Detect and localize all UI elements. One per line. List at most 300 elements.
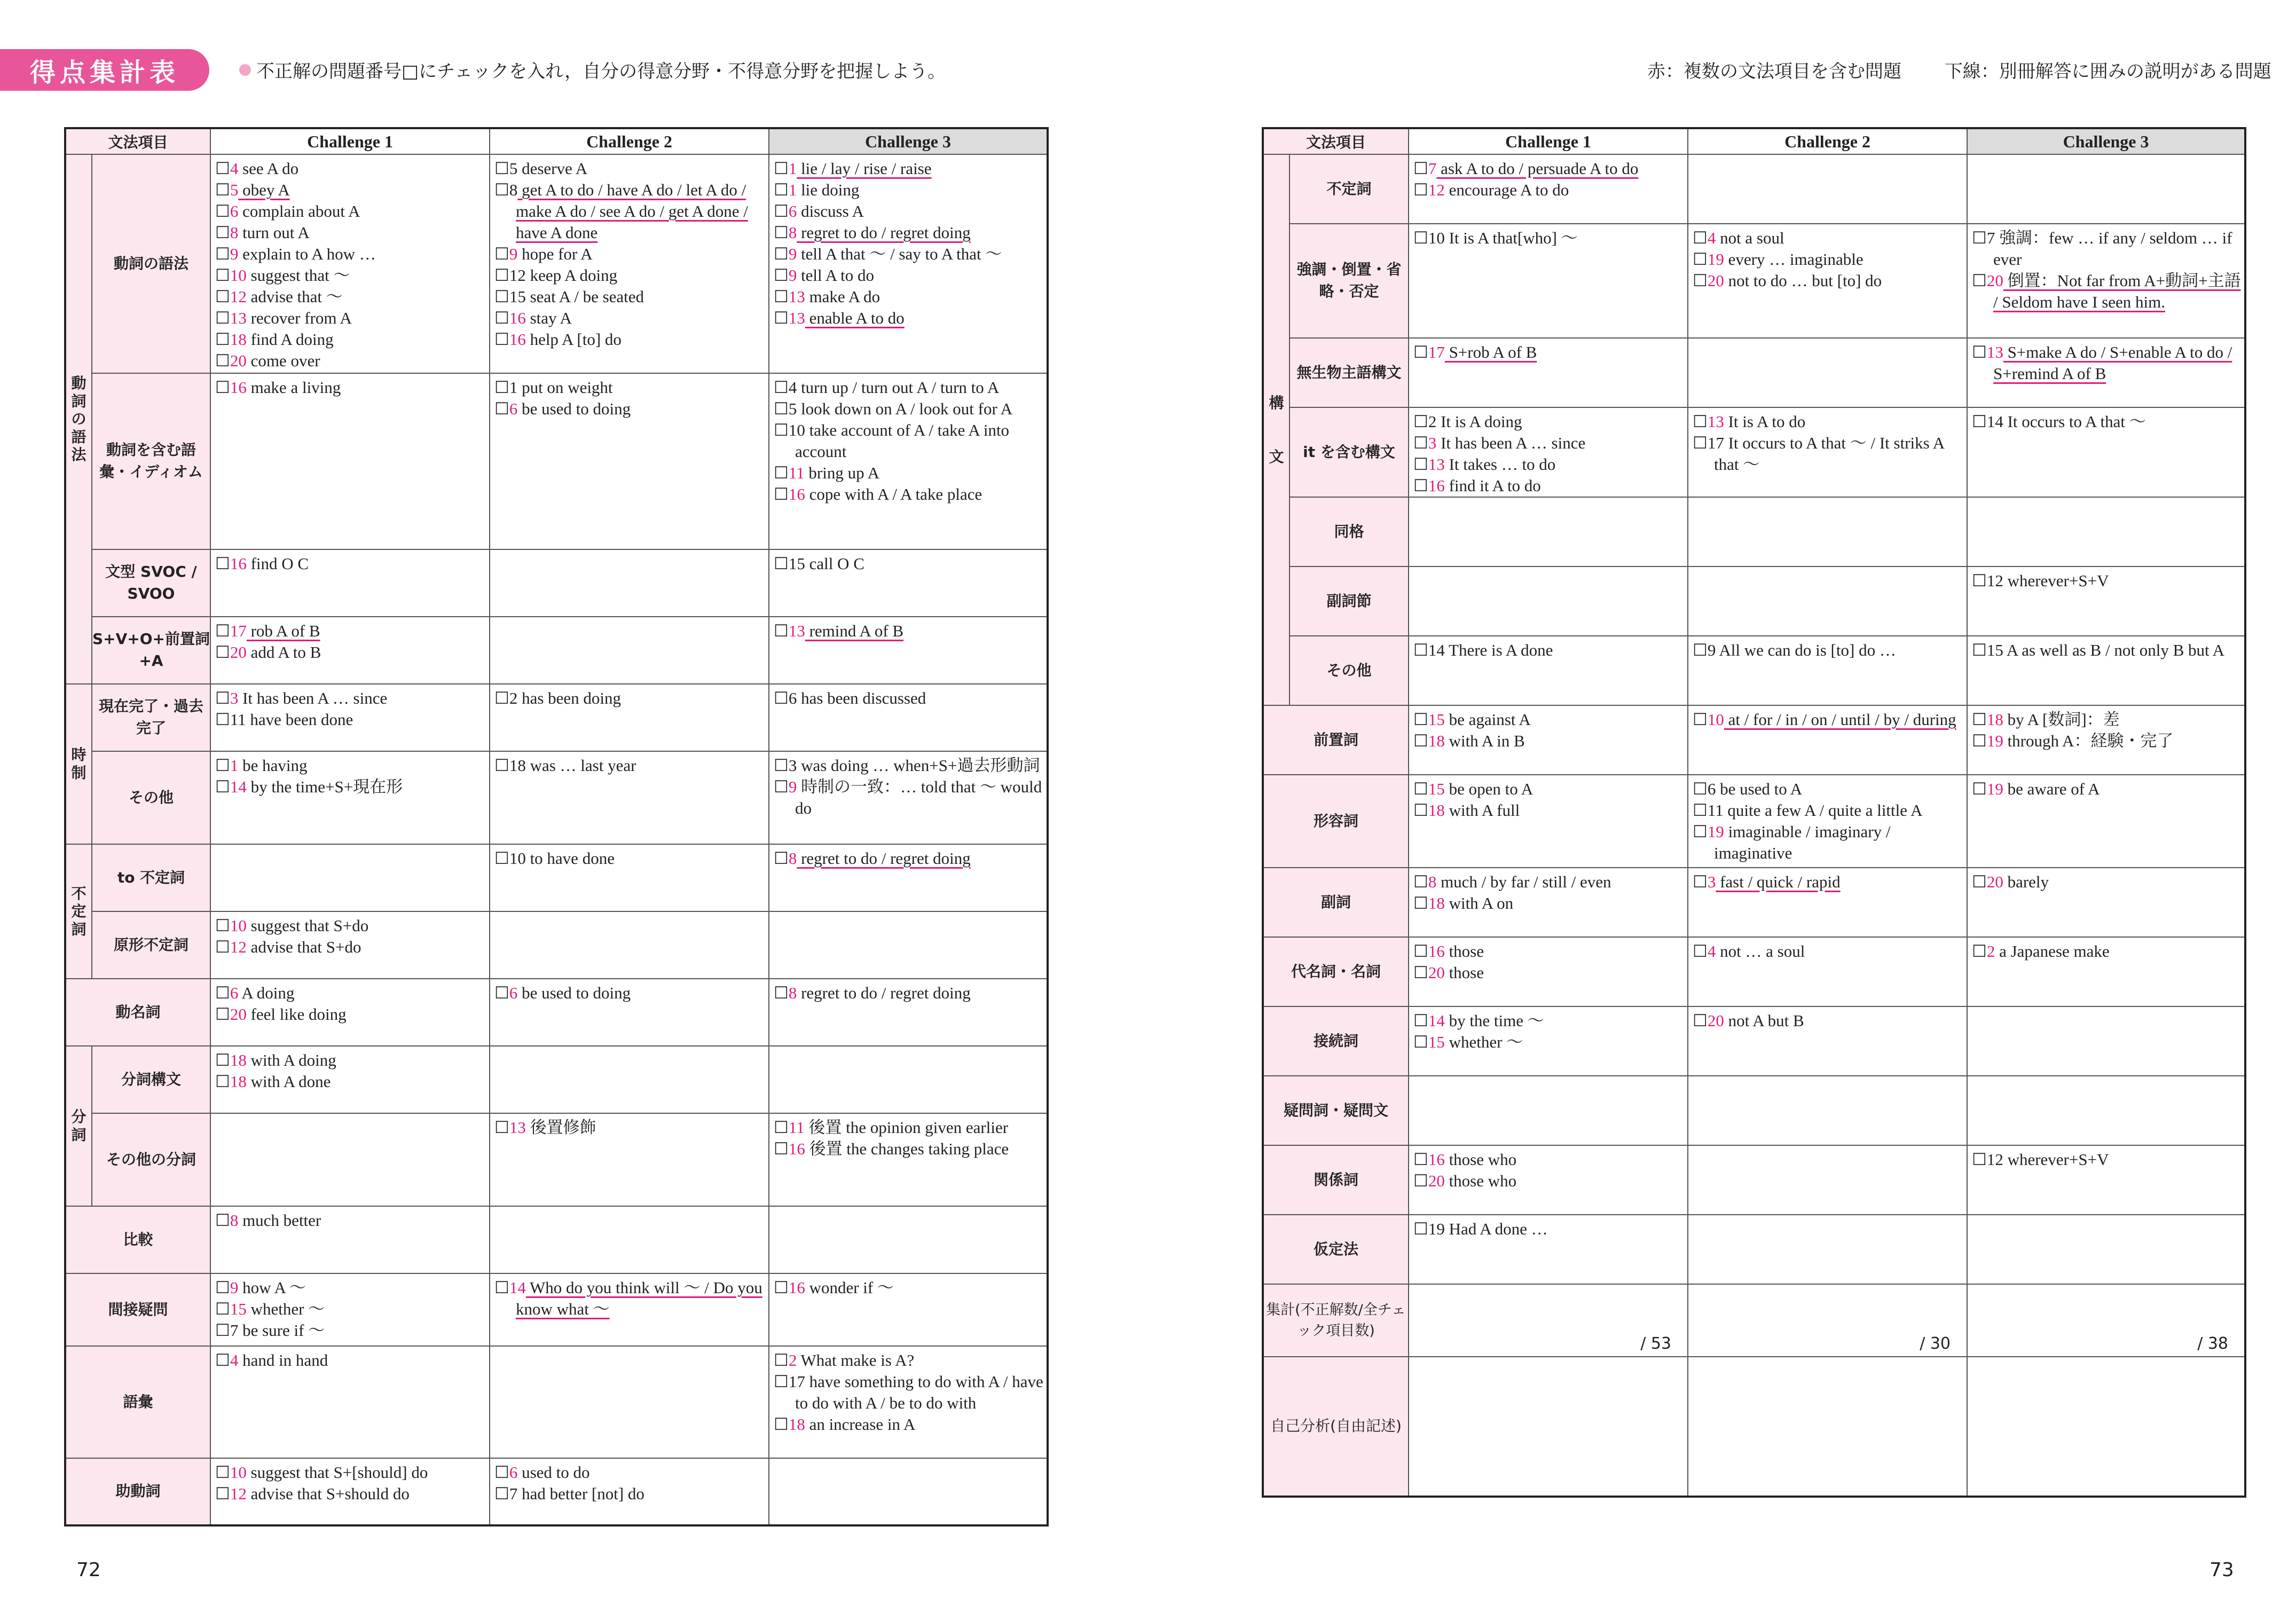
item-text: 強調：few … if any / seldom … if ever (1993, 229, 2232, 269)
checklist-item (215, 755, 486, 776)
checklist-item (774, 201, 1043, 222)
checkbox-icon[interactable]: ☐ (1972, 942, 1987, 961)
checkbox-icon[interactable]: ☐ (1413, 434, 1428, 453)
checkbox-icon[interactable]: ☐ (1693, 801, 1708, 820)
checkbox-icon[interactable]: ☐ (1972, 872, 1987, 892)
item-text: to have done (525, 849, 615, 868)
checklist-item (494, 1277, 765, 1320)
question-number: 20 (1707, 1011, 1724, 1030)
challenge-1-cell (210, 154, 490, 373)
question-number: 10 (509, 849, 526, 868)
item-text: whether ～ (1444, 1033, 1523, 1051)
checklist-item (1693, 709, 1963, 730)
column-header-challenge-2: Challenge 2 (1688, 128, 1967, 154)
checkbox-icon[interactable]: ☐ (215, 554, 230, 573)
checklist-item (494, 982, 765, 1004)
checklist-item (774, 776, 1043, 819)
checklist-item (215, 553, 486, 575)
checkbox-icon[interactable]: ☐ (774, 287, 789, 306)
checkbox-icon[interactable]: ☐ (1693, 872, 1708, 892)
item-text: It occurs to A that ～ (2003, 412, 2146, 431)
challenge-2-cell (1688, 224, 1967, 338)
checkbox-icon[interactable]: ☐ (494, 1484, 509, 1504)
checkbox-icon[interactable]: ☐ (494, 245, 509, 264)
checkbox-icon[interactable]: ☐ (1693, 710, 1708, 729)
checklist-item (215, 620, 486, 642)
checkbox-icon[interactable]: ☐ (774, 399, 789, 419)
item-text: those (1444, 963, 1484, 982)
checkbox-icon[interactable]: ☐ (215, 159, 230, 178)
checkbox-icon[interactable]: ☐ (774, 202, 789, 221)
item-text: turn out A (238, 223, 310, 242)
checkbox-icon[interactable]: ☐ (1972, 1150, 1987, 1169)
challenge-1-cell (210, 751, 490, 844)
question-number: 18 (230, 1051, 247, 1069)
checkbox-icon[interactable]: ☐ (215, 351, 230, 371)
checkbox-icon[interactable]: ☐ (215, 777, 230, 797)
checkbox-icon[interactable]: ☐ (215, 983, 230, 1003)
checkbox-icon[interactable]: ☐ (1413, 159, 1428, 178)
checklist-item (215, 688, 486, 709)
item-text: has been discussed (797, 689, 926, 707)
challenge-1-cell (210, 1273, 490, 1346)
checkbox-icon[interactable]: ☐ (1413, 710, 1428, 729)
checkbox-icon[interactable]: ☐ (494, 309, 509, 328)
page-number-left: 72 (76, 1559, 101, 1581)
question-number: 3 (1707, 872, 1716, 891)
challenge-2-cell (490, 1206, 769, 1273)
checkbox-icon[interactable]: ☐ (774, 1415, 789, 1434)
checkbox-icon[interactable]: ☐ (215, 287, 230, 306)
checkbox-icon[interactable]: ☐ (1413, 1150, 1428, 1169)
checklist-item (774, 1350, 1043, 1371)
challenge-3-cell (1967, 775, 2245, 868)
checkbox-icon[interactable]: ☐ (1693, 641, 1708, 660)
checkbox-icon[interactable]: ☐ (1413, 455, 1428, 474)
checkbox-icon[interactable]: ☐ (1972, 780, 1987, 799)
checklist-item (494, 286, 765, 308)
self-analysis-field-3[interactable] (1967, 1357, 2245, 1497)
checkbox-icon[interactable]: ☐ (1413, 180, 1428, 200)
table-row (1263, 1215, 2245, 1284)
checkbox-icon[interactable]: ☐ (494, 983, 509, 1003)
question-number: 20 (230, 351, 247, 370)
checklist-item (1693, 432, 1963, 475)
score-field-1[interactable]: / 53 (1409, 1284, 1688, 1357)
checkbox-icon[interactable]: ☐ (494, 330, 509, 349)
checklist-item (1413, 871, 1684, 893)
question-number: 2 (788, 1351, 797, 1370)
challenge-2-cell (1688, 338, 1967, 407)
instruction-text (239, 57, 946, 83)
item-text: 後置修飾 (525, 1118, 596, 1137)
checkbox-icon[interactable]: ☐ (494, 1278, 509, 1297)
checkbox-icon[interactable]: ☐ (494, 756, 509, 775)
checkbox-icon[interactable]: ☐ (215, 1351, 230, 1370)
question-number: 10 (230, 916, 247, 935)
checkbox-icon[interactable]: ☐ (1413, 942, 1428, 961)
checkbox-icon[interactable]: ☐ (774, 689, 789, 708)
challenge-3-cell (1967, 868, 2245, 937)
item-text: by A [数詞]：差 (2003, 710, 2120, 729)
checkbox-icon[interactable]: ☐ (1972, 641, 1987, 660)
question-number: 12 (509, 266, 526, 285)
challenge-3-cell (1967, 407, 2245, 497)
checkbox-icon[interactable]: ☐ (1972, 412, 1987, 431)
question-number: 18 (1428, 731, 1445, 750)
question-number: 13 (788, 621, 805, 640)
checkbox-icon[interactable]: ☐ (774, 463, 789, 483)
checkbox-icon[interactable]: ☐ (494, 159, 509, 178)
checklist-item (1693, 778, 1963, 800)
item-text: encourage A to do (1444, 180, 1569, 199)
challenge-3-cell (769, 1113, 1048, 1206)
question-number: 15 (1428, 710, 1445, 729)
checkbox-icon[interactable]: ☐ (215, 1005, 230, 1024)
checkbox-icon[interactable]: ☐ (494, 1118, 509, 1137)
item-text: find it A to do (1444, 476, 1541, 495)
category-label: 代名詞・名詞 (1263, 937, 1409, 1006)
item-text: lie doing (797, 180, 860, 199)
checkbox-icon[interactable]: ☐ (1693, 942, 1708, 961)
table-row (1263, 1006, 2245, 1076)
checkbox-icon[interactable]: ☐ (774, 849, 789, 868)
checkbox-icon[interactable]: ☐ (774, 1278, 789, 1297)
checkbox-icon[interactable]: ☐ (215, 621, 230, 641)
checkbox-icon[interactable]: ☐ (1413, 412, 1428, 431)
checkbox-icon[interactable]: ☐ (215, 1484, 230, 1504)
checkbox-icon[interactable]: ☐ (1972, 229, 1987, 248)
question-number: 13 (1986, 343, 2003, 361)
checkbox-icon[interactable]: ☐ (215, 710, 230, 729)
checklist-item (1413, 158, 1684, 179)
question-number: 18 (509, 756, 526, 775)
category-label: S+V+O+前置詞+A (92, 617, 210, 684)
checkbox-icon[interactable]: ☐ (494, 849, 509, 868)
item-text: hand in hand (238, 1351, 328, 1370)
instruction-label: 不正解の問題番号□にチェックを入れ，自分の得意分野・不得意分野を把握しよう。 (256, 61, 946, 82)
self-analysis-field-2[interactable] (1688, 1357, 1967, 1497)
item-text: keep A doing (525, 266, 618, 285)
checklist-item (494, 179, 765, 243)
checkbox-icon[interactable]: ☐ (774, 756, 789, 775)
checklist-item (215, 222, 486, 243)
question-number: 16 (509, 309, 526, 327)
self-analysis-field-1[interactable] (1409, 1357, 1688, 1497)
challenge-1-cell (210, 617, 490, 684)
checkbox-icon[interactable]: ☐ (774, 378, 789, 397)
category-label: it を含む構文 (1289, 407, 1409, 497)
item-text: imaginable / imaginary / imaginative (1714, 822, 1891, 862)
checkbox-icon[interactable]: ☐ (1413, 1219, 1428, 1239)
question-number: 14 (1428, 1011, 1445, 1030)
checkbox-icon[interactable]: ☐ (215, 245, 230, 264)
checkbox-icon[interactable]: ☐ (774, 554, 789, 573)
group-label: 構 文 (1263, 154, 1289, 705)
question-number: 1 (230, 756, 239, 775)
item-text: those who (1444, 1171, 1517, 1190)
checkbox-icon[interactable]: ☐ (215, 916, 230, 935)
challenge-2-cell (1688, 937, 1967, 1006)
checkbox-icon[interactable]: ☐ (215, 1321, 230, 1340)
category-label: 不定詞 (1289, 154, 1409, 224)
challenge-2-cell (1688, 868, 1967, 937)
checkbox-icon[interactable]: ☐ (1693, 412, 1708, 431)
checklist-item (1413, 709, 1684, 730)
challenge-3-cell (769, 751, 1048, 844)
table-row (65, 549, 1048, 617)
checklist-item (1972, 342, 2241, 384)
item-text: wherever+S+V (2003, 571, 2109, 590)
checkbox-icon[interactable]: ☐ (774, 1118, 789, 1137)
category-label: 動名詞 (65, 979, 210, 1046)
checkbox-icon[interactable]: ☐ (494, 287, 509, 306)
checkbox-icon[interactable]: ☐ (494, 399, 509, 419)
checklist-item (215, 1071, 486, 1092)
checkbox-icon[interactable]: ☐ (774, 983, 789, 1003)
checklist-item (774, 1414, 1043, 1435)
question-number: 1 (788, 180, 797, 199)
challenge-3-cell (1967, 937, 2245, 1006)
item-text: those who (1444, 1150, 1517, 1169)
checkbox-icon[interactable]: ☐ (215, 202, 230, 221)
category-label: 副詞 (1263, 868, 1409, 937)
question-number: 7 (509, 1484, 518, 1503)
category-label: 原形不定詞 (92, 911, 210, 979)
checkbox-icon[interactable]: ☐ (1693, 780, 1708, 799)
challenge-2-cell (1688, 1215, 1967, 1284)
checkbox-icon[interactable]: ☐ (1413, 641, 1428, 660)
question-number: 11 (1707, 801, 1724, 820)
item-text: help A [to] do (525, 330, 622, 349)
category-label: 語彙 (65, 1346, 210, 1458)
checkbox-icon[interactable]: ☐ (215, 1300, 230, 1319)
checkbox-icon[interactable]: ☐ (1972, 710, 1987, 729)
checklist-item (774, 308, 1043, 329)
question-number: 9 (788, 777, 797, 796)
item-text: discuss A (797, 202, 864, 221)
item-text: was … last year (525, 756, 636, 775)
item-text: lie / lay / rise / raise (797, 159, 932, 178)
item-text: used to do (517, 1463, 590, 1482)
item-text: how A ～ (238, 1278, 306, 1297)
checkbox-icon[interactable]: ☐ (774, 266, 789, 285)
checkbox-icon[interactable]: ☐ (1413, 894, 1428, 913)
checklist-item (215, 1299, 486, 1320)
challenge-3-cell (769, 684, 1048, 751)
checkbox-icon[interactable]: ☐ (494, 180, 509, 200)
checkbox-icon[interactable]: ☐ (1972, 731, 1987, 751)
table-row (65, 1273, 1048, 1346)
checkbox-icon[interactable]: ☐ (1413, 1033, 1428, 1052)
table-row (65, 684, 1048, 751)
checklist-item (774, 377, 1043, 398)
score-field-3[interactable]: / 38 (1967, 1284, 2245, 1357)
checkbox-icon[interactable]: ☐ (1693, 822, 1708, 841)
checkbox-icon[interactable]: ☐ (215, 330, 230, 349)
checkbox-icon[interactable]: ☐ (215, 1463, 230, 1482)
question-number: 16 (788, 485, 805, 503)
table-row (65, 751, 1048, 844)
checklist-item (1693, 411, 1963, 432)
item-text: with A full (1444, 801, 1520, 820)
checklist-item (1693, 227, 1963, 249)
checkbox-icon[interactable]: ☐ (1413, 1171, 1428, 1191)
checkbox-icon[interactable]: ☐ (494, 1463, 509, 1482)
checkbox-icon[interactable]: ☐ (1413, 1011, 1428, 1030)
question-number: 20 (1428, 963, 1445, 982)
item-text: fast / quick / rapid (1716, 872, 1841, 891)
item-text: hope for A (517, 245, 593, 263)
item-text: was doing … when+S+過去形動詞 (797, 756, 1040, 775)
table-row (1263, 868, 2245, 937)
checklist-item (494, 265, 765, 286)
checkbox-icon[interactable]: ☐ (494, 378, 509, 397)
challenge-1-cell (1409, 338, 1688, 407)
checklist-item (1972, 640, 2241, 661)
question-number: 9 (230, 245, 239, 263)
challenge-2-cell (490, 1046, 769, 1113)
checkbox-icon[interactable]: ☐ (215, 689, 230, 708)
checklist-item (774, 982, 1043, 1004)
checkbox-icon[interactable]: ☐ (1413, 476, 1428, 495)
item-text: take account of A / take A into account (795, 421, 1010, 461)
checkbox-icon[interactable]: ☐ (774, 1372, 789, 1391)
checklist-item (774, 158, 1043, 179)
checkbox-icon[interactable]: ☐ (1972, 271, 1987, 290)
score-table-left (64, 127, 1049, 1526)
checkbox-icon[interactable]: ☐ (774, 777, 789, 797)
checkbox-icon[interactable]: ☐ (1413, 963, 1428, 982)
checkbox-icon[interactable]: ☐ (215, 1278, 230, 1297)
checklist-item (1693, 800, 1963, 821)
item-text: suggest that ～ (246, 266, 350, 285)
category-label: 関係詞 (1263, 1145, 1409, 1215)
category-label: 形容詞 (1263, 775, 1409, 868)
checklist-item (1693, 640, 1963, 661)
checkbox-icon[interactable]: ☐ (215, 643, 230, 662)
checkbox-icon[interactable]: ☐ (1693, 434, 1708, 453)
challenge-1-cell (210, 1458, 490, 1525)
checkbox-icon[interactable]: ☐ (215, 180, 230, 200)
challenge-3-cell (769, 1206, 1048, 1273)
checkbox-icon[interactable]: ☐ (774, 309, 789, 328)
item-text: every … imaginable (1724, 250, 1863, 269)
column-header-challenge-1: Challenge 1 (210, 128, 490, 154)
checkbox-icon[interactable]: ☐ (1413, 780, 1428, 799)
checklist-item (215, 642, 486, 663)
challenge-1-cell (210, 1206, 490, 1273)
category-label: その他 (92, 751, 210, 844)
checkbox-icon[interactable]: ☐ (774, 180, 789, 200)
checkbox-icon[interactable]: ☐ (215, 266, 230, 285)
question-number: 4 (1707, 229, 1716, 247)
category-label: to 不定詞 (92, 844, 210, 911)
category-label: 現在完了・過去完了 (92, 684, 210, 751)
item-text: suggest that S+[should] do (246, 1463, 428, 1482)
checkbox-icon[interactable]: ☐ (215, 1211, 230, 1230)
checkbox-icon[interactable]: ☐ (215, 309, 230, 328)
item-text: find A doing (246, 330, 334, 349)
question-number: 20 (1986, 271, 2003, 290)
challenge-1-cell (1409, 154, 1688, 224)
challenge-1-cell (1409, 636, 1688, 705)
group-label: 不 定 詞 (65, 844, 92, 979)
challenge-2-cell (490, 1113, 769, 1206)
challenge-1-cell (210, 844, 490, 911)
item-text: be open to A (1444, 780, 1534, 798)
checkbox-icon[interactable]: ☐ (215, 1072, 230, 1091)
question-number: 19 (1986, 731, 2003, 750)
checkbox-icon[interactable]: ☐ (1693, 1011, 1708, 1030)
item-text: with A in B (1444, 731, 1525, 750)
item-text: by the time+S+現在形 (246, 777, 403, 796)
checkbox-icon[interactable]: ☐ (215, 938, 230, 957)
checklist-item (774, 688, 1043, 709)
checklist-item (215, 982, 486, 1004)
checkbox-icon[interactable]: ☐ (1413, 801, 1428, 820)
question-number: 10 (788, 421, 805, 439)
checklist-item (1972, 411, 2241, 432)
checkbox-icon[interactable]: ☐ (1413, 872, 1428, 892)
challenge-3-cell (1967, 1215, 2245, 1284)
checkbox-icon[interactable]: ☐ (494, 266, 509, 285)
checkbox-icon[interactable]: ☐ (215, 223, 230, 242)
checkbox-icon[interactable]: ☐ (1972, 343, 1987, 362)
question-number: 8 (509, 180, 518, 199)
checkbox-icon[interactable]: ☐ (1413, 731, 1428, 751)
checkbox-icon[interactable]: ☐ (774, 159, 789, 178)
score-field-2[interactable]: / 30 (1688, 1284, 1967, 1357)
question-number: 18 (230, 330, 247, 349)
item-text: put on weight (517, 378, 613, 397)
checkbox-icon[interactable]: ☐ (774, 421, 789, 440)
question-number: 10 (230, 1463, 247, 1482)
item-text: recover from A (246, 309, 352, 327)
question-number: 3 (1428, 434, 1437, 452)
checkbox-icon[interactable]: ☐ (774, 1139, 789, 1159)
table-row (1263, 224, 2245, 338)
item-text: explain to A how … (238, 245, 376, 263)
challenge-1-cell (210, 1113, 490, 1206)
checkbox-icon[interactable]: ☐ (774, 621, 789, 641)
checkbox-icon[interactable]: ☐ (1693, 229, 1708, 248)
group-label: 分 詞 (65, 1046, 92, 1206)
checkbox-icon[interactable]: ☐ (215, 756, 230, 775)
checkbox-icon[interactable]: ☐ (774, 245, 789, 264)
checklist-item (1413, 800, 1684, 821)
checkbox-icon[interactable]: ☐ (1413, 343, 1428, 362)
challenge-2-cell (490, 1346, 769, 1458)
checklist-item (774, 553, 1043, 575)
challenge-1-cell (1409, 497, 1688, 566)
checkbox-icon[interactable]: ☐ (215, 1051, 230, 1070)
item-text: remind A of B (805, 621, 904, 640)
checkbox-icon[interactable]: ☐ (1413, 229, 1428, 248)
checkbox-icon[interactable]: ☐ (494, 689, 509, 708)
checkbox-icon[interactable]: ☐ (215, 378, 230, 397)
checklist-item (1972, 730, 2241, 752)
challenge-1-cell (210, 373, 490, 549)
checkbox-icon[interactable]: ☐ (774, 223, 789, 242)
checkbox-icon[interactable]: ☐ (1693, 271, 1708, 290)
question-number: 19 (1986, 780, 2003, 798)
checkbox-icon[interactable]: ☐ (1972, 571, 1987, 591)
challenge-2-cell (1688, 775, 1967, 868)
checkbox-icon[interactable]: ☐ (774, 485, 789, 504)
checkbox-icon[interactable]: ☐ (1693, 250, 1708, 269)
checkbox-icon[interactable]: ☐ (774, 1351, 789, 1370)
